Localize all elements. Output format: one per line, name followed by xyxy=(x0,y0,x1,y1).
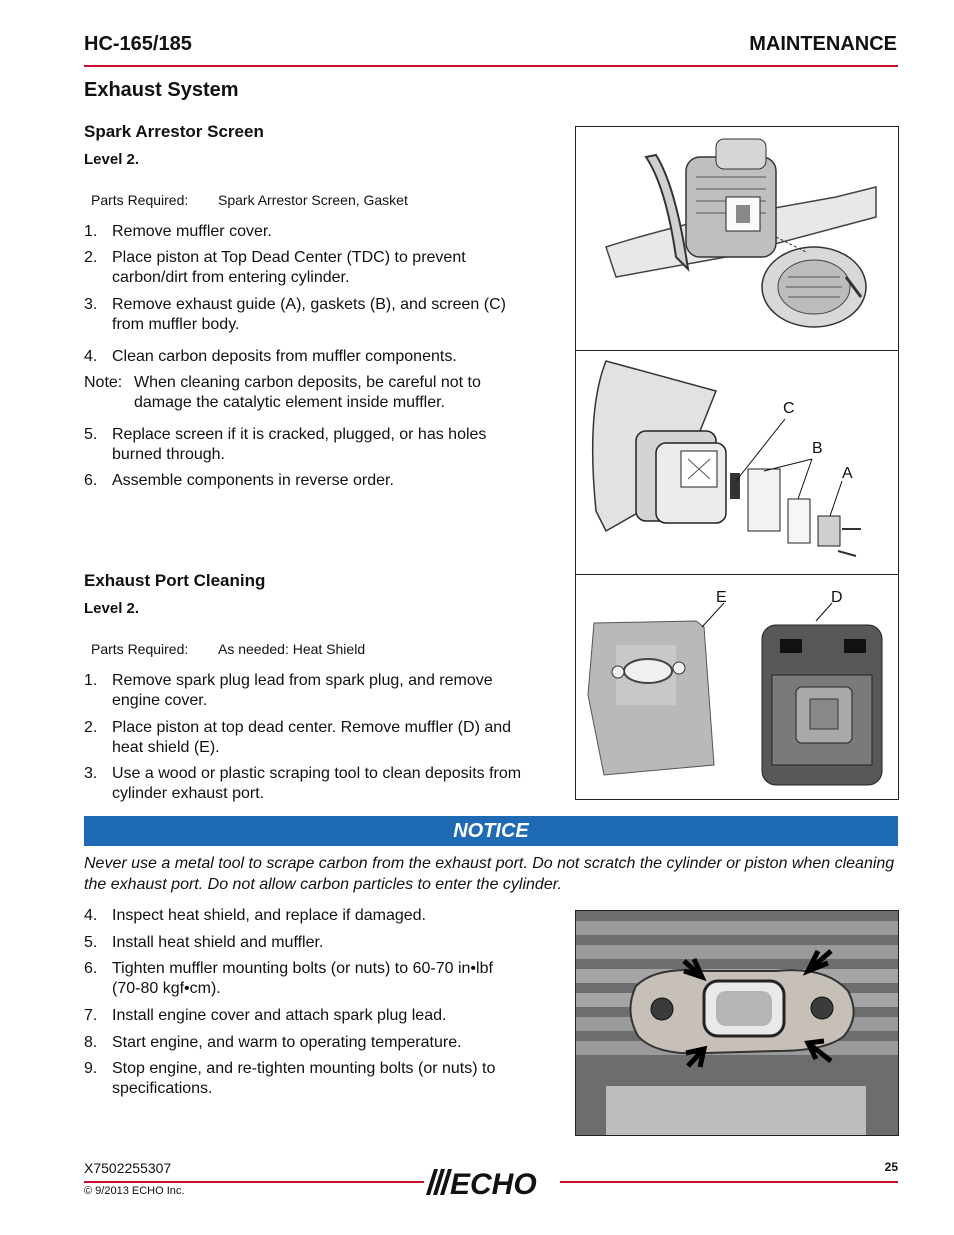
spark-arrestor-heading: Spark Arrestor Screen xyxy=(84,122,264,141)
step-text: Tighten muffler mounting bolts (or nuts) to 60-70 in•lbf (70-80 kgf•cm). xyxy=(112,960,493,997)
header-divider xyxy=(84,65,898,67)
exhaust-port-illustration xyxy=(576,911,898,1135)
list-item xyxy=(84,222,564,242)
step-number: 4. xyxy=(84,907,98,924)
document-number: X7502255307 xyxy=(84,1160,172,1176)
screen-part xyxy=(730,473,740,499)
list-item xyxy=(84,1006,564,1026)
exhaust-port-heading: Exhaust Port Cleaning xyxy=(84,571,266,590)
note-text: When cleaning carbon deposits, be careful not to damage the catalytic element inside muffler. xyxy=(134,374,481,411)
step-number: 3. xyxy=(84,296,98,313)
list-item xyxy=(84,471,564,491)
step-number: 9. xyxy=(84,1060,98,1077)
step-text: Remove exhaust guide (A), gaskets (B), and screen (C) from muffler body. xyxy=(112,296,506,333)
port-level: Level 2. xyxy=(84,600,140,617)
step-text: Place piston at top dead center. Remove muffler (D) and heat shield (E). xyxy=(112,719,512,756)
step-number: 8. xyxy=(84,1034,98,1051)
step-text: Inspect heat shield, and replace if damaged. xyxy=(112,907,426,924)
figure-heat-shield-muffler xyxy=(575,574,899,800)
step-text: Use a wood or plastic scraping tool to clean deposits from cylinder exhaust port. xyxy=(112,765,522,802)
list-item xyxy=(84,347,564,367)
section-title: MAINTENANCE xyxy=(749,33,897,55)
step-text: Assemble components in reverse order. xyxy=(112,472,394,489)
parts-label: Parts Required: xyxy=(91,192,189,208)
notice-text: Never use a metal tool to scrape carbon from the exhaust port. Do not scratch the cylinder or piston when cleaning the exhaust port. Do not allow carbon particles to enter the cylinder. xyxy=(84,855,895,893)
list-item xyxy=(84,248,564,288)
notice-banner: NOTICE xyxy=(84,816,898,846)
figure-muffler-cover xyxy=(575,126,899,352)
list-item xyxy=(84,425,564,465)
step-text: Install engine cover and attach spark plug lead. xyxy=(112,1007,447,1024)
step-number: 6. xyxy=(84,472,98,489)
step-text: Replace screen if it is cracked, plugged, or has holes burned through. xyxy=(112,426,487,463)
step-number: 5. xyxy=(84,934,98,951)
note-label: Note: xyxy=(84,374,123,391)
spark-level: Level 2. xyxy=(84,151,140,168)
spark-parts-required xyxy=(91,192,408,208)
engine-illustration xyxy=(576,127,898,351)
logo-text: ECHO xyxy=(450,1168,537,1199)
footer-divider-left xyxy=(84,1181,424,1183)
parts-value: Spark Arrestor Screen, Gasket xyxy=(218,192,408,208)
step-number: 7. xyxy=(84,1007,98,1024)
step-number: 4. xyxy=(84,348,98,365)
page-title: Exhaust System xyxy=(84,79,239,101)
port-parts-required xyxy=(91,641,365,657)
muffler-exploded-illustration xyxy=(576,351,898,575)
step-text: Install heat shield and muffler. xyxy=(112,934,324,951)
label-d: D xyxy=(831,589,843,606)
step-number: 5. xyxy=(84,426,98,443)
echo-logo xyxy=(422,1165,558,1199)
copyright: © 9/2013 ECHO Inc. xyxy=(84,1185,185,1197)
parts-label: Parts Required: xyxy=(91,641,189,657)
step-number: 2. xyxy=(84,249,98,266)
note xyxy=(84,373,564,413)
label-b: B xyxy=(812,440,823,457)
step-text: Stop engine, and re-tighten mounting bolts (or nuts) to specifications. xyxy=(112,1060,496,1097)
step-text: Clean carbon deposits from muffler components. xyxy=(112,348,457,365)
list-item xyxy=(84,295,564,335)
exhaust-guide-part xyxy=(818,516,840,546)
gasket-part xyxy=(748,469,780,531)
figure-exhaust-port xyxy=(575,910,899,1136)
label-e: E xyxy=(716,589,727,606)
step-number: 3. xyxy=(84,765,98,782)
page-number: 25 xyxy=(884,1160,898,1174)
step-text: Remove muffler cover. xyxy=(112,223,272,240)
heat-shield-illustration xyxy=(576,575,898,799)
list-item xyxy=(84,1059,564,1099)
step-number: 2. xyxy=(84,719,98,736)
step-text: Start engine, and warm to operating temperature. xyxy=(112,1034,462,1051)
list-item xyxy=(84,1033,564,1053)
step-number: 1. xyxy=(84,223,98,240)
figure-muffler-exploded xyxy=(575,350,899,576)
step-text: Place piston at Top Dead Center (TDC) to prevent carbon/dirt from entering cylinder. xyxy=(112,249,466,286)
list-item xyxy=(84,764,564,804)
list-item xyxy=(84,906,564,926)
step-text: Remove spark plug lead from spark plug, and remove engine cover. xyxy=(112,672,493,709)
model-title: HC-165/185 xyxy=(84,33,192,55)
list-item xyxy=(84,933,564,953)
list-item xyxy=(84,959,564,999)
parts-value: As needed: Heat Shield xyxy=(218,641,366,657)
label-c: C xyxy=(783,400,795,417)
step-number: 1. xyxy=(84,672,98,689)
footer-divider-right xyxy=(560,1181,898,1183)
label-a: A xyxy=(842,465,853,482)
step-number: 6. xyxy=(84,960,98,977)
list-item xyxy=(84,718,564,758)
list-item xyxy=(84,671,564,711)
